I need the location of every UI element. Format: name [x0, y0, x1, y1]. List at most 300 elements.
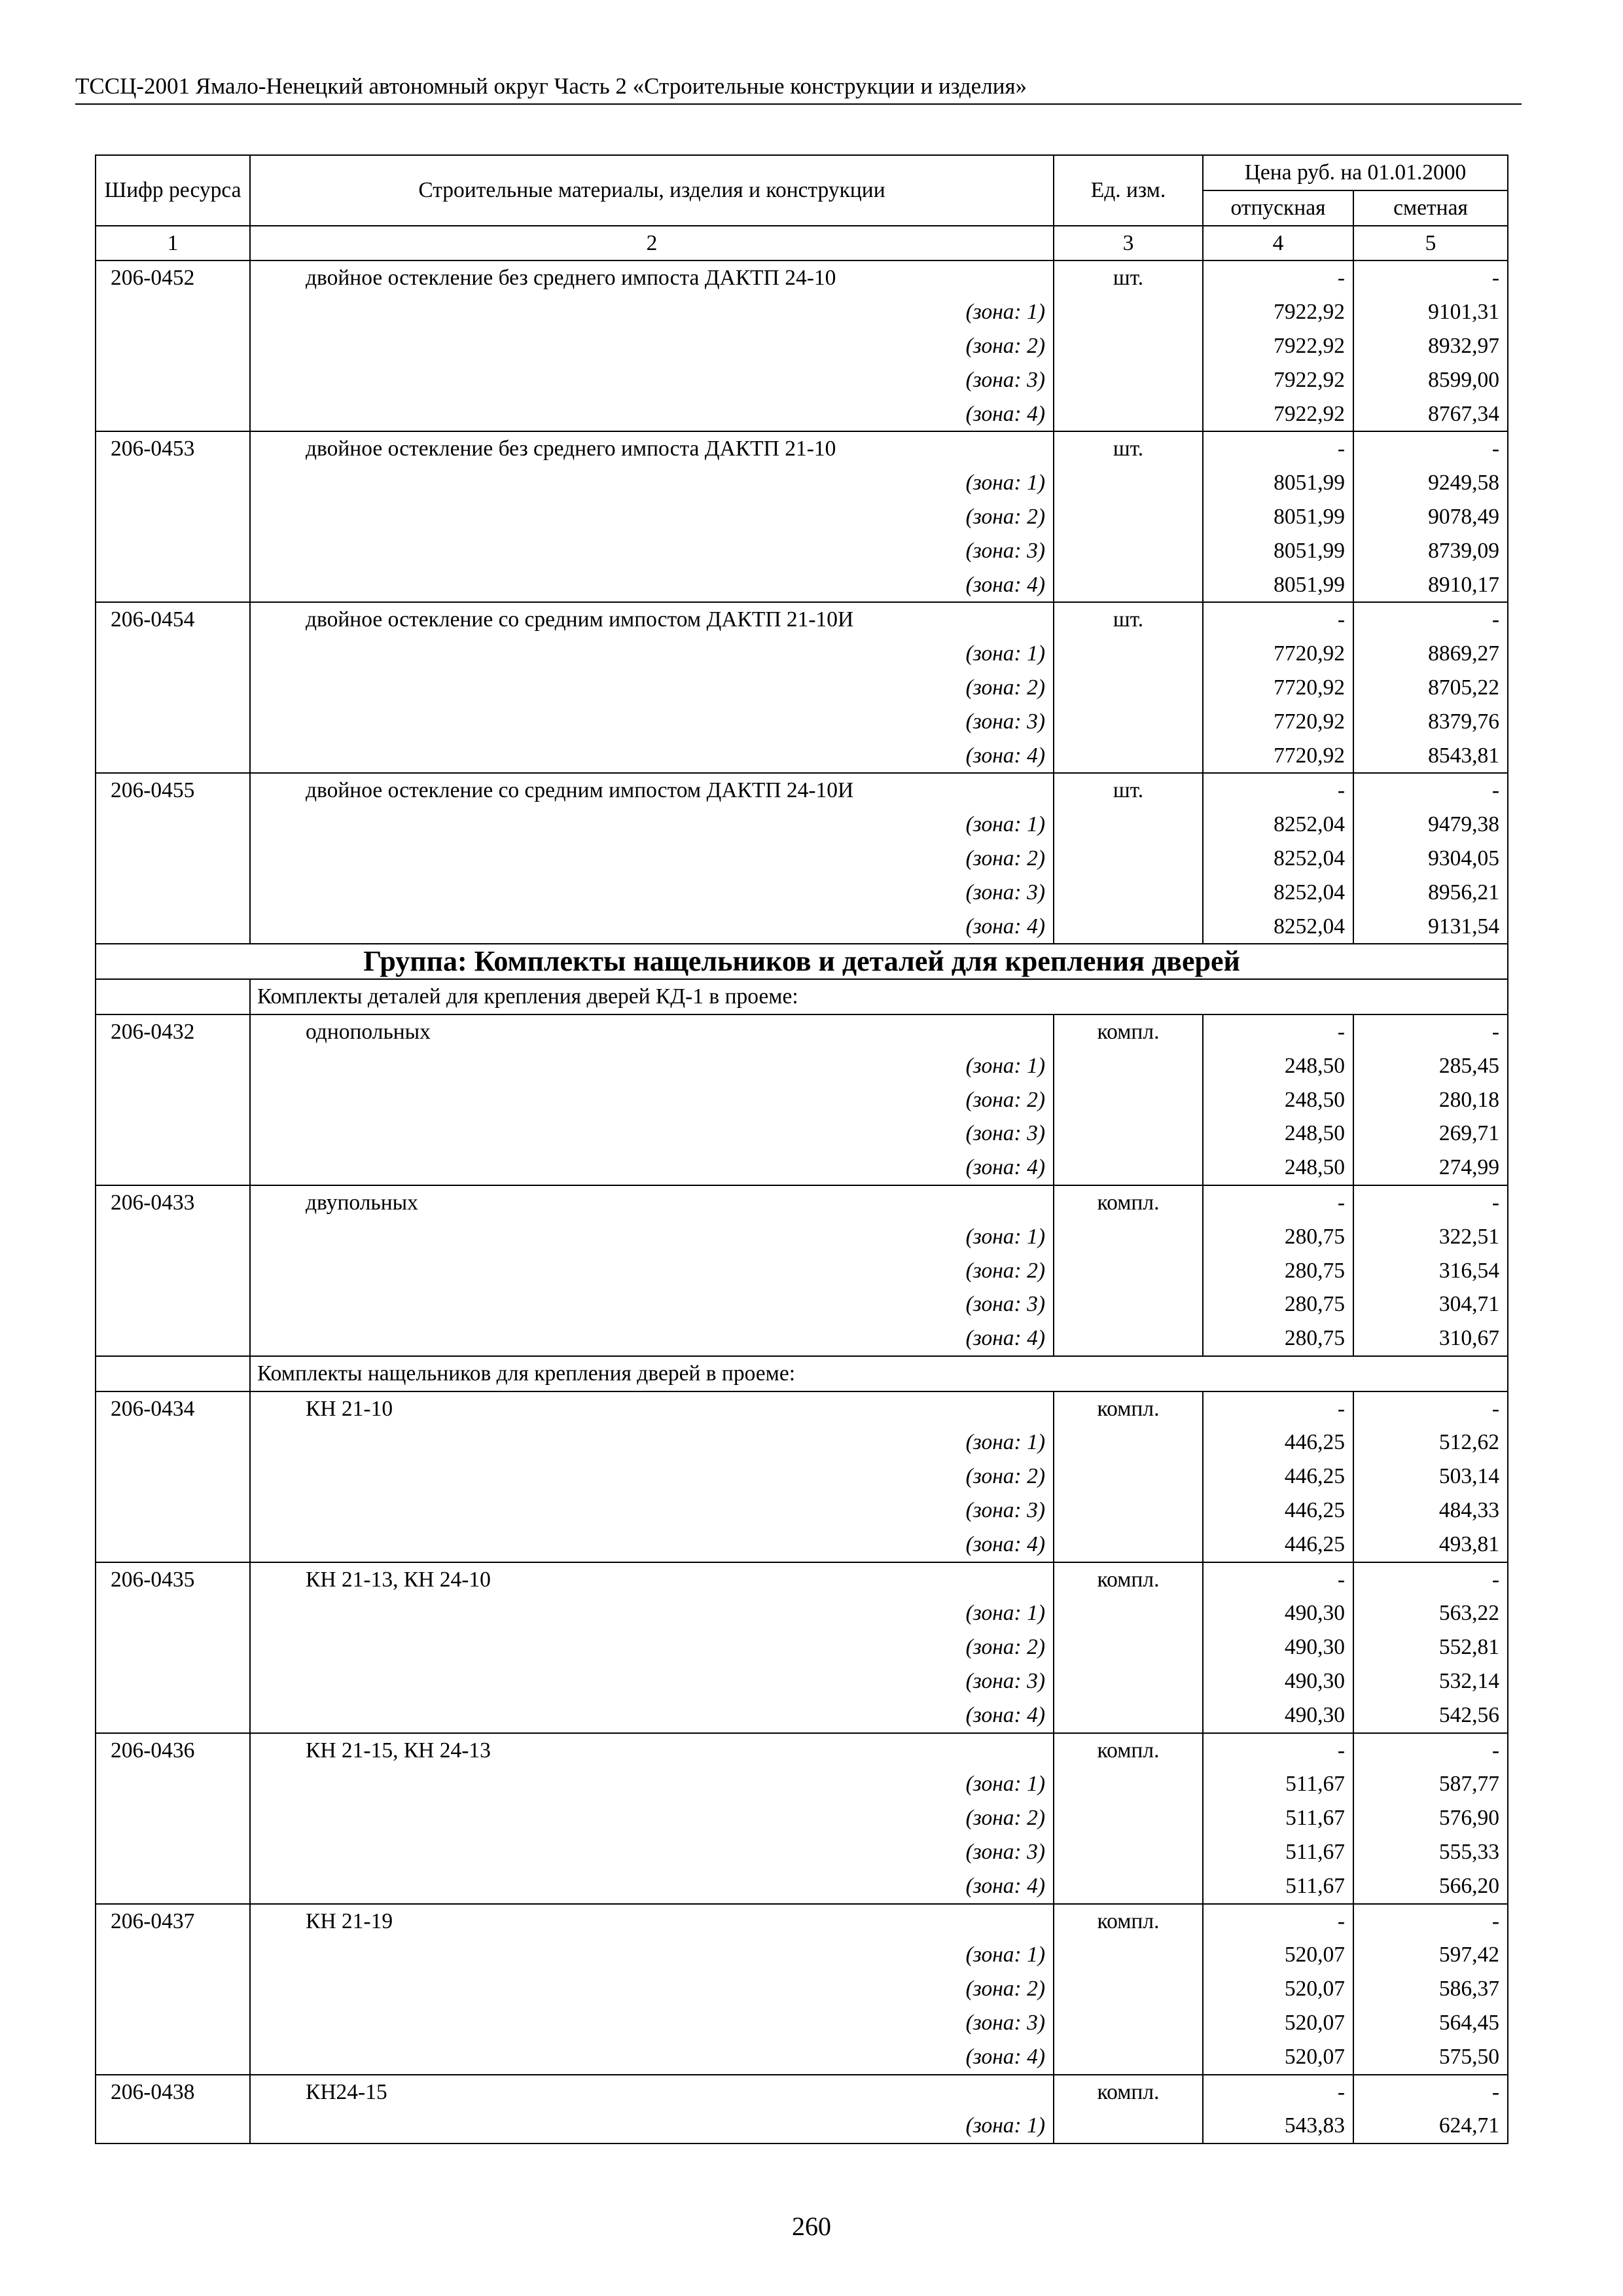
- zone-label: (зона: 4): [250, 1151, 1054, 1185]
- estimate-price: 8767,34: [1353, 397, 1508, 432]
- resource-name: КН 21-10: [250, 1391, 1054, 1426]
- resource-name: двойное остекление со средним импостом ДАКТП 21-10И: [250, 602, 1054, 637]
- header-unit: Ед. изм.: [1054, 155, 1203, 226]
- resource-code: [96, 1151, 250, 1185]
- resource-code: [96, 1117, 250, 1151]
- release-price: -: [1203, 1014, 1353, 1049]
- zone-row: [96, 1938, 1508, 1972]
- zone-row: [96, 1117, 1508, 1151]
- zone-row: [96, 1254, 1508, 1288]
- zone-row: [96, 295, 1508, 329]
- zone-row: [96, 1426, 1508, 1460]
- estimate-price: 9131,54: [1353, 910, 1508, 944]
- unit: [1054, 329, 1203, 363]
- zone-label: (зона: 2): [250, 1801, 1054, 1835]
- resource-code: [96, 1528, 250, 1562]
- estimate-price: 9304,05: [1353, 842, 1508, 876]
- subgroup-title: Комплекты нащельников для крепления дверей в проеме:: [250, 1356, 1508, 1391]
- subgroup-header-row: [96, 979, 1508, 1014]
- estimate-price: 586,37: [1353, 1972, 1508, 2006]
- release-price: 8252,04: [1203, 910, 1353, 944]
- table-row: [96, 1562, 1508, 1597]
- zone-label: (зона: 3): [250, 1664, 1054, 1698]
- table-row: [96, 602, 1508, 637]
- zone-row: [96, 1972, 1508, 2006]
- resource-code: [96, 910, 250, 944]
- unit: [1054, 705, 1203, 739]
- zone-label: (зона: 1): [250, 1596, 1054, 1630]
- unit: [1054, 1698, 1203, 1733]
- unit: [1054, 1767, 1203, 1801]
- release-price: 7922,92: [1203, 295, 1353, 329]
- release-price: -: [1203, 602, 1353, 637]
- estimate-price: -: [1353, 260, 1508, 295]
- table-header-row: [96, 155, 1508, 190]
- release-price: 280,75: [1203, 1287, 1353, 1321]
- unit: [1054, 1426, 1203, 1460]
- unit: [1054, 1869, 1203, 1904]
- resource-code: 206-0433: [96, 1185, 250, 1220]
- estimate-price: 8932,97: [1353, 329, 1508, 363]
- release-price: 446,25: [1203, 1426, 1353, 1460]
- zone-label: (зона: 2): [250, 1972, 1054, 2006]
- zone-label: (зона: 1): [250, 1426, 1054, 1460]
- zone-row: [96, 2006, 1508, 2040]
- zone-label: (зона: 2): [250, 1460, 1054, 1494]
- release-price: 511,67: [1203, 1801, 1353, 1835]
- unit: [1054, 808, 1203, 842]
- zone-label: (зона: 4): [250, 397, 1054, 432]
- resource-code: [96, 1664, 250, 1698]
- zone-row: [96, 1528, 1508, 1562]
- estimate-price: 9078,49: [1353, 500, 1508, 534]
- resource-code: [96, 1801, 250, 1835]
- zone-row: [96, 910, 1508, 944]
- estimate-price: -: [1353, 1733, 1508, 1768]
- unit: [1054, 2040, 1203, 2075]
- release-price: -: [1203, 1733, 1353, 1768]
- zone-row: [96, 1835, 1508, 1869]
- unit: [1054, 671, 1203, 705]
- release-price: 8051,99: [1203, 534, 1353, 568]
- unit: [1054, 1321, 1203, 1356]
- release-price: 8252,04: [1203, 808, 1353, 842]
- table-row: [96, 1904, 1508, 1939]
- estimate-price: 542,56: [1353, 1698, 1508, 1733]
- estimate-price: 575,50: [1353, 2040, 1508, 2075]
- zone-row: [96, 739, 1508, 774]
- estimate-price: 587,77: [1353, 1767, 1508, 1801]
- zone-label: (зона: 4): [250, 2040, 1054, 2075]
- estimate-price: 322,51: [1353, 1220, 1508, 1254]
- resource-code: [96, 979, 250, 1014]
- resource-code: [96, 1356, 250, 1391]
- zone-row: [96, 808, 1508, 842]
- unit: [1054, 2006, 1203, 2040]
- estimate-price: 8599,00: [1353, 363, 1508, 397]
- zone-label: (зона: 4): [250, 568, 1054, 603]
- unit: шт.: [1054, 773, 1203, 808]
- estimate-price: 8956,21: [1353, 876, 1508, 910]
- unit: компл.: [1054, 1185, 1203, 1220]
- estimate-price: 8739,09: [1353, 534, 1508, 568]
- zone-row: [96, 1698, 1508, 1733]
- unit: [1054, 1801, 1203, 1835]
- zone-label: (зона: 4): [250, 1321, 1054, 1356]
- column-numbers-row: [96, 226, 1508, 261]
- unit: [1054, 1220, 1203, 1254]
- resource-code: [96, 808, 250, 842]
- resource-code: [96, 1596, 250, 1630]
- resource-code: [96, 1767, 250, 1801]
- unit: [1054, 1528, 1203, 1562]
- zone-label: (зона: 2): [250, 671, 1054, 705]
- zone-label: (зона: 2): [250, 329, 1054, 363]
- zone-row: [96, 705, 1508, 739]
- release-price: 511,67: [1203, 1869, 1353, 1904]
- zone-label: (зона: 2): [250, 842, 1054, 876]
- release-price: 248,50: [1203, 1049, 1353, 1083]
- estimate-price: 316,54: [1353, 1254, 1508, 1288]
- zone-label: (зона: 4): [250, 1869, 1054, 1904]
- release-price: -: [1203, 1185, 1353, 1220]
- zone-label: (зона: 4): [250, 1528, 1054, 1562]
- estimate-price: 503,14: [1353, 1460, 1508, 1494]
- zone-row: [96, 1321, 1508, 1356]
- estimate-price: -: [1353, 2075, 1508, 2109]
- release-price: 7720,92: [1203, 637, 1353, 671]
- release-price: 490,30: [1203, 1698, 1353, 1733]
- release-price: 7922,92: [1203, 363, 1353, 397]
- header-price: Цена руб. на 01.01.2000: [1203, 155, 1508, 190]
- zone-label: (зона: 4): [250, 739, 1054, 774]
- unit: [1054, 397, 1203, 432]
- resource-code: [96, 671, 250, 705]
- unit: [1054, 1083, 1203, 1117]
- unit: компл.: [1054, 1391, 1203, 1426]
- release-price: 8252,04: [1203, 842, 1353, 876]
- unit: [1054, 637, 1203, 671]
- unit: шт.: [1054, 602, 1203, 637]
- unit: [1054, 1938, 1203, 1972]
- zone-label: (зона: 4): [250, 910, 1054, 944]
- estimate-price: 8543,81: [1353, 739, 1508, 774]
- zone-label: (зона: 1): [250, 1220, 1054, 1254]
- release-price: 490,30: [1203, 1630, 1353, 1664]
- column-number: 2: [250, 226, 1054, 261]
- zone-label: (зона: 2): [250, 1630, 1054, 1664]
- estimate-price: 555,33: [1353, 1835, 1508, 1869]
- resource-name: КН 21-15, КН 24-13: [250, 1733, 1054, 1768]
- release-price: 8051,99: [1203, 466, 1353, 500]
- unit: [1054, 842, 1203, 876]
- resource-code: [96, 1835, 250, 1869]
- header-name: Строительные материалы, изделия и конструкции: [250, 155, 1054, 226]
- release-price: 280,75: [1203, 1321, 1353, 1356]
- estimate-price: -: [1353, 1014, 1508, 1049]
- zone-label: (зона: 4): [250, 1698, 1054, 1733]
- page-number: 260: [792, 2212, 831, 2241]
- estimate-price: -: [1353, 602, 1508, 637]
- group-header-row: [96, 944, 1508, 979]
- zone-row: [96, 500, 1508, 534]
- zone-label: (зона: 3): [250, 1117, 1054, 1151]
- resource-code: 206-0453: [96, 431, 250, 466]
- resource-code: [96, 2006, 250, 2040]
- zone-label: (зона: 1): [250, 1049, 1054, 1083]
- unit: [1054, 739, 1203, 774]
- resource-code: [96, 876, 250, 910]
- release-price: -: [1203, 1562, 1353, 1597]
- release-price: 520,07: [1203, 2040, 1353, 2075]
- resource-code: [96, 329, 250, 363]
- zone-row: [96, 1494, 1508, 1528]
- resource-code: [96, 1254, 250, 1288]
- header-code: Шифр ресурса: [96, 155, 250, 226]
- unit: [1054, 910, 1203, 944]
- zone-label: (зона: 2): [250, 500, 1054, 534]
- zone-row: [96, 1869, 1508, 1904]
- estimate-price: 624,71: [1353, 2109, 1508, 2144]
- unit: [1054, 1460, 1203, 1494]
- zone-row: [96, 1596, 1508, 1630]
- table-row: [96, 1733, 1508, 1768]
- zone-label: (зона: 1): [250, 466, 1054, 500]
- resource-name: двойное остекление без среднего импоста ДАКТП 24-10: [250, 260, 1054, 295]
- resource-code: 206-0455: [96, 773, 250, 808]
- release-price: 248,50: [1203, 1151, 1353, 1185]
- unit: [1054, 534, 1203, 568]
- zone-label: (зона: 3): [250, 705, 1054, 739]
- resource-code: [96, 1494, 250, 1528]
- unit: компл.: [1054, 2075, 1203, 2109]
- release-price: 248,50: [1203, 1117, 1353, 1151]
- page-header: ТССЦ-2001 Ямало-Ненецкий автономный округ Часть 2 «Строительные конструкции и изделия»: [75, 71, 1522, 105]
- resource-code: 206-0438: [96, 2075, 250, 2109]
- unit: [1054, 1287, 1203, 1321]
- zone-row: [96, 637, 1508, 671]
- resource-name: двойное остекление со средним импостом ДАКТП 24-10И: [250, 773, 1054, 808]
- unit: компл.: [1054, 1014, 1203, 1049]
- unit: [1054, 876, 1203, 910]
- unit: [1054, 466, 1203, 500]
- estimate-price: -: [1353, 773, 1508, 808]
- subgroup-header-row: [96, 1356, 1508, 1391]
- estimate-price: 269,71: [1353, 1117, 1508, 1151]
- resource-code: [96, 1083, 250, 1117]
- zone-row: [96, 1151, 1508, 1185]
- zone-label: (зона: 1): [250, 1767, 1054, 1801]
- estimate-price: 9101,31: [1353, 295, 1508, 329]
- zone-label: (зона: 1): [250, 637, 1054, 671]
- resource-code: [96, 637, 250, 671]
- resource-code: 206-0437: [96, 1904, 250, 1939]
- zone-label: (зона: 3): [250, 363, 1054, 397]
- estimate-price: 552,81: [1353, 1630, 1508, 1664]
- release-price: 520,07: [1203, 2006, 1353, 2040]
- release-price: 446,25: [1203, 1460, 1353, 1494]
- unit: [1054, 1494, 1203, 1528]
- release-price: 7720,92: [1203, 739, 1353, 774]
- resource-code: [96, 1698, 250, 1733]
- estimate-price: 285,45: [1353, 1049, 1508, 1083]
- resource-code: [96, 1049, 250, 1083]
- zone-row: [96, 1630, 1508, 1664]
- zone-row: [96, 2109, 1508, 2144]
- unit: [1054, 1630, 1203, 1664]
- release-price: 8051,99: [1203, 568, 1353, 603]
- resource-code: [96, 739, 250, 774]
- zone-row: [96, 842, 1508, 876]
- zone-label: (зона: 3): [250, 2006, 1054, 2040]
- estimate-price: 8869,27: [1353, 637, 1508, 671]
- estimate-price: -: [1353, 1904, 1508, 1939]
- table-row: [96, 1014, 1508, 1049]
- estimate-price: 576,90: [1353, 1801, 1508, 1835]
- unit: компл.: [1054, 1562, 1203, 1597]
- resource-name: КН24-15: [250, 2075, 1054, 2109]
- zone-label: (зона: 1): [250, 2109, 1054, 2144]
- table-body: [96, 260, 1508, 2144]
- unit: [1054, 1835, 1203, 1869]
- unit: компл.: [1054, 1904, 1203, 1939]
- resource-code: [96, 842, 250, 876]
- unit: [1054, 1972, 1203, 2006]
- column-number: 4: [1203, 226, 1353, 261]
- release-price: 7720,92: [1203, 671, 1353, 705]
- zone-row: [96, 1664, 1508, 1698]
- resource-name: двупольных: [250, 1185, 1054, 1220]
- zone-label: (зона: 3): [250, 534, 1054, 568]
- release-price: -: [1203, 2075, 1353, 2109]
- resource-code: [96, 1220, 250, 1254]
- release-price: 490,30: [1203, 1664, 1353, 1698]
- zone-row: [96, 1083, 1508, 1117]
- unit: [1054, 1151, 1203, 1185]
- zone-row: [96, 671, 1508, 705]
- resource-code: [96, 397, 250, 432]
- estimate-price: 8705,22: [1353, 671, 1508, 705]
- release-price: -: [1203, 773, 1353, 808]
- estimate-price: 280,18: [1353, 1083, 1508, 1117]
- unit: [1054, 295, 1203, 329]
- resource-code: [96, 363, 250, 397]
- resource-name: КН 21-13, КН 24-10: [250, 1562, 1054, 1597]
- zone-row: [96, 876, 1508, 910]
- estimate-price: -: [1353, 1185, 1508, 1220]
- estimate-price: 512,62: [1353, 1426, 1508, 1460]
- table-row: [96, 773, 1508, 808]
- release-price: 8252,04: [1203, 876, 1353, 910]
- estimate-price: 8910,17: [1353, 568, 1508, 603]
- unit: шт.: [1054, 431, 1203, 466]
- zone-row: [96, 397, 1508, 432]
- estimate-price: 564,45: [1353, 2006, 1508, 2040]
- zone-row: [96, 534, 1508, 568]
- column-number: 5: [1353, 226, 1508, 261]
- release-price: 520,07: [1203, 1938, 1353, 1972]
- release-price: 248,50: [1203, 1083, 1353, 1117]
- resource-code: 206-0436: [96, 1733, 250, 1768]
- header-estimate-price: сметная: [1353, 190, 1508, 226]
- release-price: 543,83: [1203, 2109, 1353, 2144]
- resource-code: [96, 500, 250, 534]
- zone-row: [96, 1220, 1508, 1254]
- zone-label: (зона: 3): [250, 1287, 1054, 1321]
- resource-code: [96, 1321, 250, 1356]
- release-price: 446,25: [1203, 1494, 1353, 1528]
- column-number: 1: [96, 226, 250, 261]
- zone-label: (зона: 1): [250, 808, 1054, 842]
- unit: [1054, 568, 1203, 603]
- group-title: Группа: Комплекты нащельников и деталей для крепления дверей: [96, 944, 1508, 979]
- resource-name: КН 21-19: [250, 1904, 1054, 1939]
- unit: [1054, 1596, 1203, 1630]
- resource-price-table: [95, 154, 1508, 2144]
- zone-row: [96, 1767, 1508, 1801]
- resource-code: [96, 568, 250, 603]
- release-price: 511,67: [1203, 1767, 1353, 1801]
- estimate-price: 563,22: [1353, 1596, 1508, 1630]
- resource-name: двойное остекление без среднего импоста ДАКТП 21-10: [250, 431, 1054, 466]
- release-price: 490,30: [1203, 1596, 1353, 1630]
- release-price: 7922,92: [1203, 329, 1353, 363]
- release-price: 280,75: [1203, 1220, 1353, 1254]
- zone-row: [96, 1460, 1508, 1494]
- resource-code: [96, 1938, 250, 1972]
- zone-row: [96, 466, 1508, 500]
- zone-label: (зона: 2): [250, 1083, 1054, 1117]
- header-release-price: отпускная: [1203, 190, 1353, 226]
- estimate-price: -: [1353, 1562, 1508, 1597]
- unit: [1054, 1117, 1203, 1151]
- unit: [1054, 2109, 1203, 2144]
- resource-code: [96, 1287, 250, 1321]
- resource-code: 206-0432: [96, 1014, 250, 1049]
- estimate-price: -: [1353, 431, 1508, 466]
- unit: [1054, 500, 1203, 534]
- zone-row: [96, 1287, 1508, 1321]
- release-price: 7922,92: [1203, 397, 1353, 432]
- release-price: 8051,99: [1203, 500, 1353, 534]
- estimate-price: 274,99: [1353, 1151, 1508, 1185]
- release-price: 280,75: [1203, 1254, 1353, 1288]
- unit: [1054, 363, 1203, 397]
- resource-code: [96, 1426, 250, 1460]
- table-row: [96, 2075, 1508, 2109]
- estimate-price: 9249,58: [1353, 466, 1508, 500]
- zone-row: [96, 1049, 1508, 1083]
- table-row: [96, 431, 1508, 466]
- resource-code: [96, 1630, 250, 1664]
- zone-label: (зона: 1): [250, 295, 1054, 329]
- resource-code: [96, 466, 250, 500]
- resource-name: однопольных: [250, 1014, 1054, 1049]
- release-price: -: [1203, 1904, 1353, 1939]
- table-row: [96, 1185, 1508, 1220]
- table-row: [96, 1391, 1508, 1426]
- estimate-price: 304,71: [1353, 1287, 1508, 1321]
- resource-code: 206-0434: [96, 1391, 250, 1426]
- resource-code: 206-0452: [96, 260, 250, 295]
- resource-code: [96, 1972, 250, 2006]
- resource-code: [96, 705, 250, 739]
- estimate-price: -: [1353, 1391, 1508, 1426]
- estimate-price: 484,33: [1353, 1494, 1508, 1528]
- estimate-price: 597,42: [1353, 1938, 1508, 1972]
- zone-label: (зона: 3): [250, 1494, 1054, 1528]
- resource-code: [96, 534, 250, 568]
